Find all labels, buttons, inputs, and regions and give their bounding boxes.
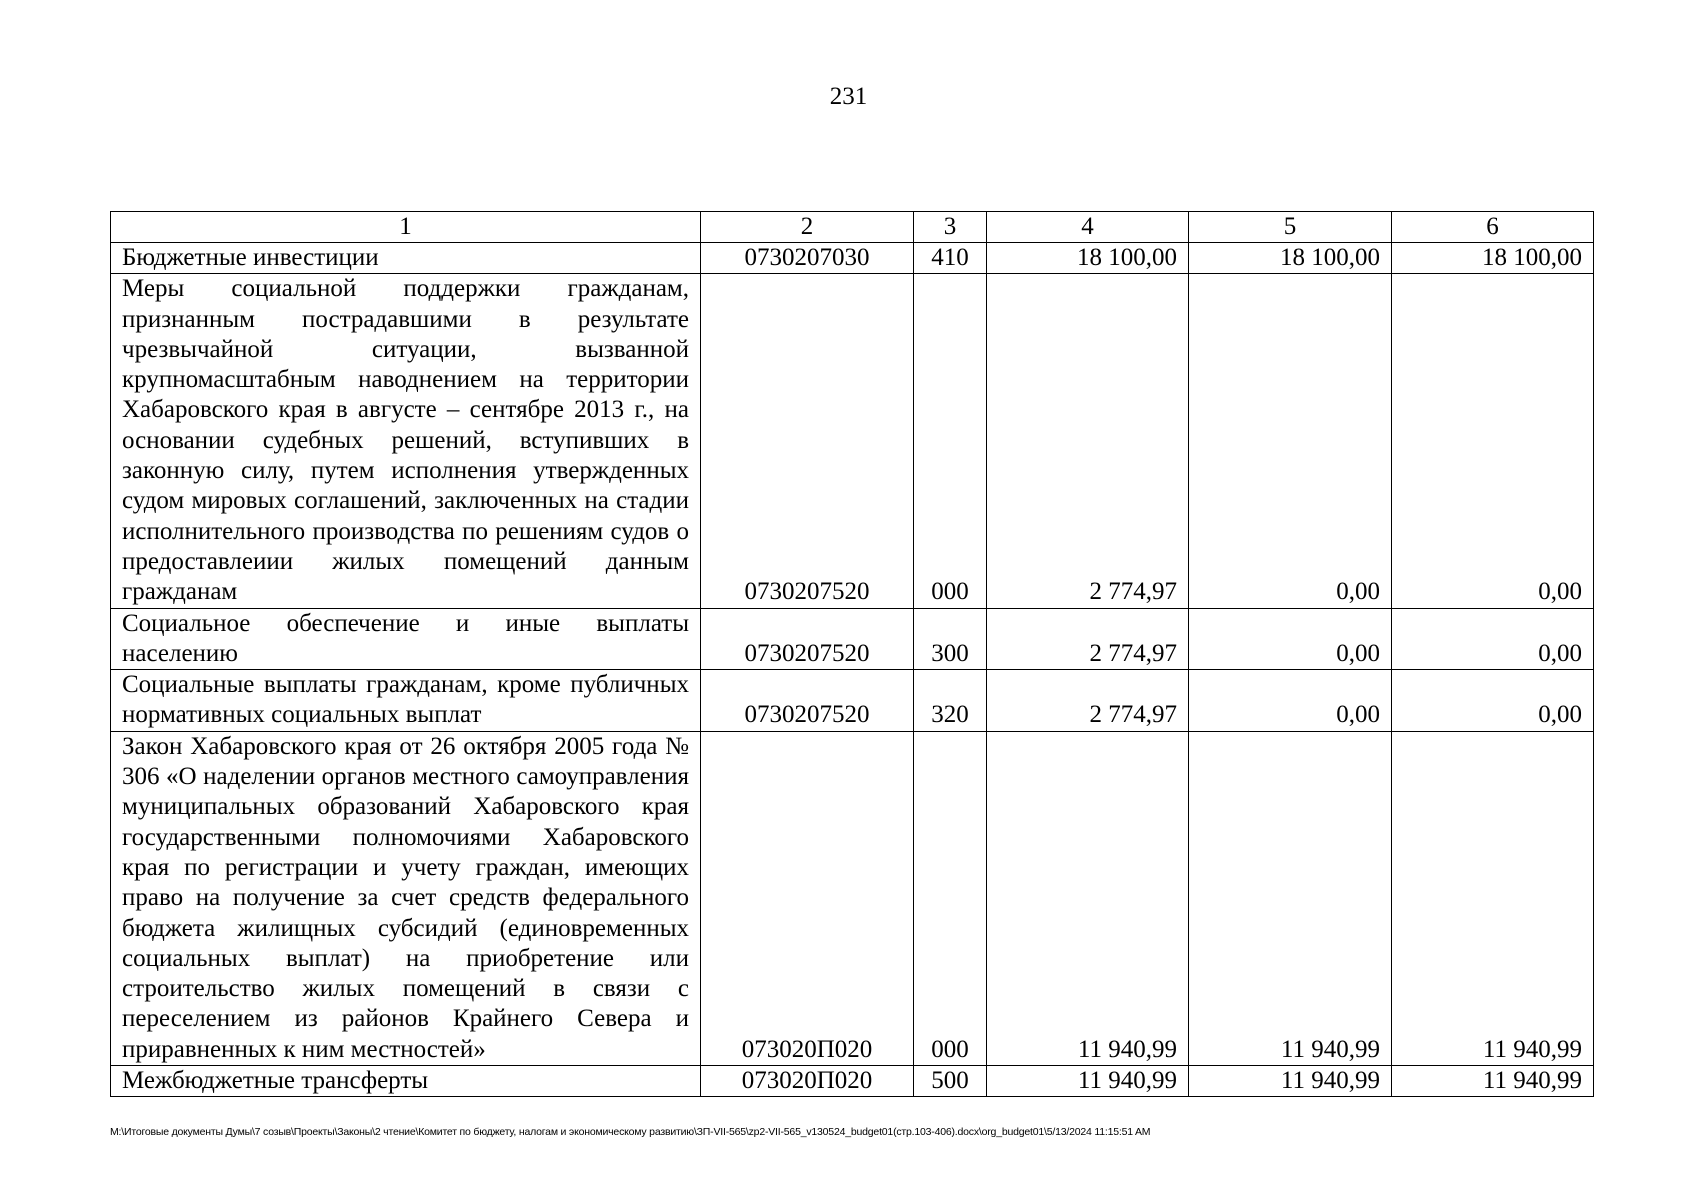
column-header-4: 4 — [987, 212, 1189, 243]
row-type: 000 — [914, 731, 987, 1065]
row-type: 300 — [914, 608, 987, 670]
row-name: Бюджетные инвестиции — [111, 243, 701, 274]
row-value-4: 11 940,99 — [987, 1066, 1189, 1097]
table-row — [111, 274, 1594, 608]
row-code: 0730207030 — [701, 243, 914, 274]
row-code: 073020П020 — [701, 1066, 914, 1097]
row-value-6: 18 100,00 — [1392, 243, 1594, 274]
row-value-5: 0,00 — [1189, 670, 1392, 732]
row-type: 500 — [914, 1066, 987, 1097]
row-value-6: 0,00 — [1392, 274, 1594, 608]
row-type: 410 — [914, 243, 987, 274]
row-name: Меры социальной поддержки гражданам, признанным пострадавшими в результате чрезвычайной ситуации, вызванной крупномасштабным наводнением на территории Хабаровского края в августе – сентябре 2013 г., на основании судебных решений, вступивших в законную силу, путем исполнения утвержденных судом мировых соглашений, заключенных на стадии исполнительного производства по решениям судов о предоставлеиии жилых помещений данным гражданам — [111, 274, 701, 608]
row-code: 0730207520 — [701, 670, 914, 732]
row-value-5: 18 100,00 — [1189, 243, 1392, 274]
row-code: 0730207520 — [701, 274, 914, 608]
table-row — [111, 608, 1594, 670]
row-name: Социальные выплаты гражданам, кроме публичных нормативных социальных выплат — [111, 670, 701, 732]
table-row — [111, 731, 1594, 1065]
row-value-5: 0,00 — [1189, 608, 1392, 670]
row-value-5: 11 940,99 — [1189, 1066, 1392, 1097]
table-row — [111, 243, 1594, 274]
column-header-3: 3 — [914, 212, 987, 243]
row-value-6: 11 940,99 — [1392, 731, 1594, 1065]
row-type: 320 — [914, 670, 987, 732]
row-value-5: 11 940,99 — [1189, 731, 1392, 1065]
page-number: 231 — [829, 83, 868, 110]
row-value-4: 2 774,97 — [987, 670, 1189, 732]
row-code: 0730207520 — [701, 608, 914, 670]
row-value-6: 0,00 — [1392, 608, 1594, 670]
row-code: 073020П020 — [701, 731, 914, 1065]
row-value-4: 11 940,99 — [987, 731, 1189, 1065]
row-name: Социальное обеспечение и иные выплаты населению — [111, 608, 701, 670]
table-row — [111, 1066, 1594, 1097]
column-header-2: 2 — [701, 212, 914, 243]
column-header-5: 5 — [1189, 212, 1392, 243]
table-row — [111, 670, 1594, 732]
row-value-6: 11 940,99 — [1392, 1066, 1594, 1097]
row-value-4: 2 774,97 — [987, 608, 1189, 670]
row-value-4: 18 100,00 — [987, 243, 1189, 274]
column-header-1: 1 — [111, 212, 701, 243]
row-value-6: 0,00 — [1392, 670, 1594, 732]
row-value-5: 0,00 — [1189, 274, 1392, 608]
budget-table — [110, 211, 1594, 1097]
row-type: 000 — [914, 274, 987, 608]
document-file-path: M:\Итоговые документы Думы\7 созыв\Проекты\Законы\2 чтение\Комитет по бюджету, налогам и экономическому развитию\ЗП-VII-565\zp2-VII-565_v130524_budget01(стр.103-406).docx\org_budget01\5/13/2024 11:15:51 AM — [110, 1126, 1151, 1138]
table-header-row — [111, 212, 1594, 243]
row-name: Межбюджетные трансферты — [111, 1066, 701, 1097]
row-name: Закон Хабаровского края от 26 октября 2005 года № 306 «О наделении органов местного самоуправления муниципальных образований Хабаровского края государственными полномочиями Хабаровского края по регистрации и учету граждан, имеющих право на получение за счет средств федерального бюджета жилищных субсидий (единовременных социальных выплат) на приобретение или строительство жилых помещений в связи с переселением из районов Крайнего Севера и приравненных к ним местностей» — [111, 731, 701, 1065]
column-header-6: 6 — [1392, 212, 1594, 243]
row-value-4: 2 774,97 — [987, 274, 1189, 608]
